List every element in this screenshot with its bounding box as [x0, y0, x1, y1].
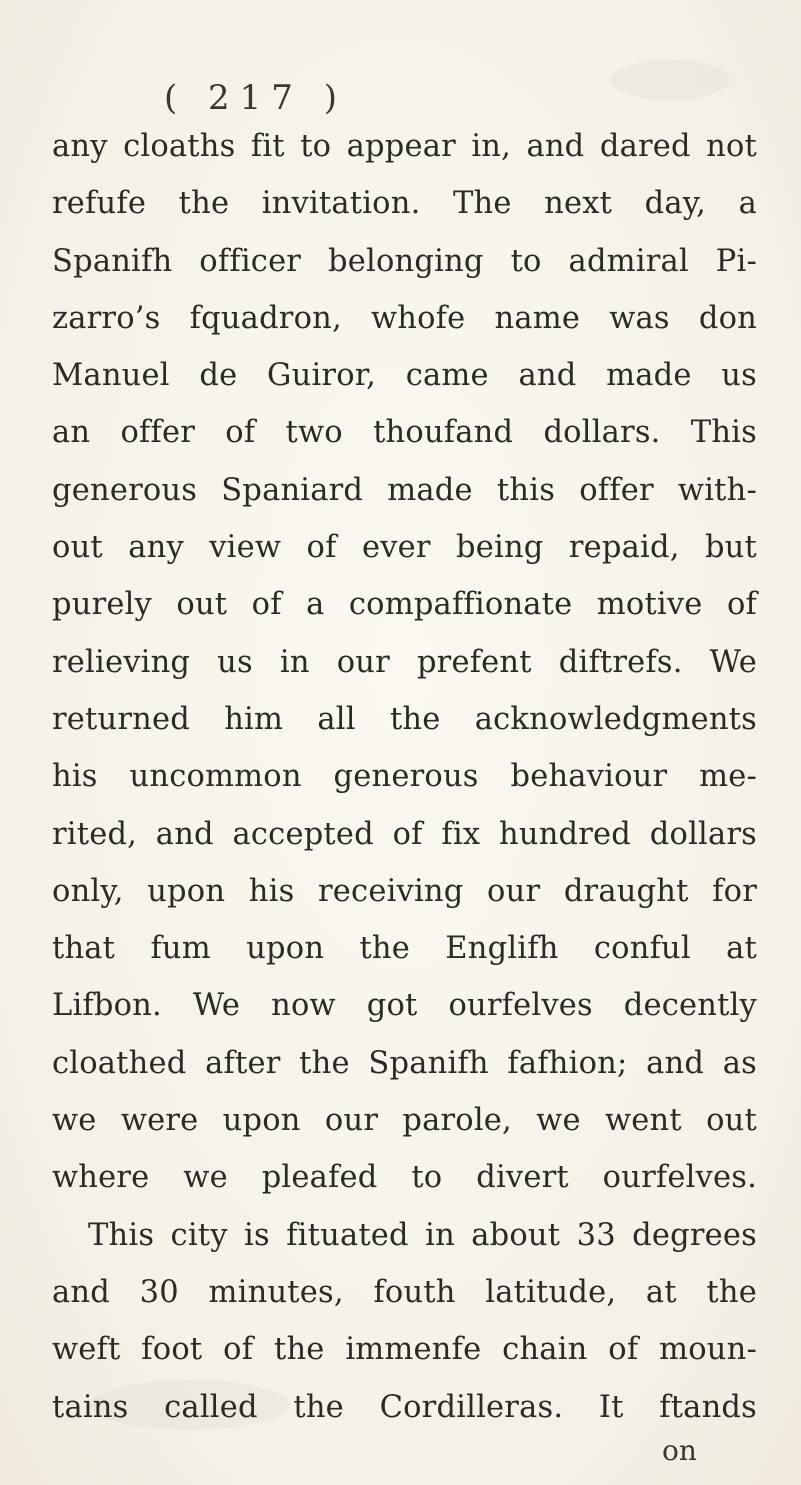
- text-line: This city is fituated in about 33 degrees: [88, 1217, 757, 1253]
- text-line: where we pleafed to divert ourfelves.: [52, 1160, 757, 1196]
- text-line: returned him all the acknowledgments: [52, 701, 757, 737]
- text-line: an offer of two thoufand dollars. This: [52, 415, 757, 451]
- text-line: Spanifh officer belonging to admiral Pi-: [52, 243, 757, 279]
- text-line: cloathed after the Spanifh fafhion; and as: [52, 1045, 757, 1081]
- text-line: relieving us in our prefent diftrefs. We: [52, 644, 757, 680]
- text-line: refufe the invitation. The next day, a: [52, 186, 757, 222]
- text-line: rited, and accepted of fix hundred dollars: [52, 816, 757, 852]
- text-line: Manuel de Guiror, came and made us: [52, 358, 757, 394]
- page-number: ( 217 ): [163, 78, 348, 118]
- catchword: on: [662, 1434, 697, 1467]
- text-line: Lifbon. We now got ourfelves decently: [52, 988, 757, 1024]
- text-line: we were upon our parole, we went out: [52, 1103, 757, 1139]
- text-line: his uncommon generous behaviour me-: [52, 759, 757, 795]
- text-line: purely out of a compaffionate motive of: [52, 587, 757, 623]
- text-line: that fum upon the Englifh conful at: [52, 931, 757, 967]
- text-line: and 30 minutes, fouth latitude, at the: [52, 1274, 757, 1310]
- text-line: tains called the Cordilleras. It ftands: [52, 1389, 757, 1425]
- text-line: generous Spaniard made this offer with-: [52, 472, 757, 508]
- text-line: zarro’s fquadron, whofe name was don: [52, 300, 757, 336]
- body-text: [52, 118, 757, 1436]
- text-line: weft foot of the immenfe chain of moun-: [52, 1332, 757, 1368]
- text-line: out any view of ever being repaid, but: [52, 530, 757, 566]
- text-line: any cloaths fit to appear in, and dared not: [52, 129, 757, 164]
- text-line: only, upon his receiving our draught for: [52, 873, 757, 909]
